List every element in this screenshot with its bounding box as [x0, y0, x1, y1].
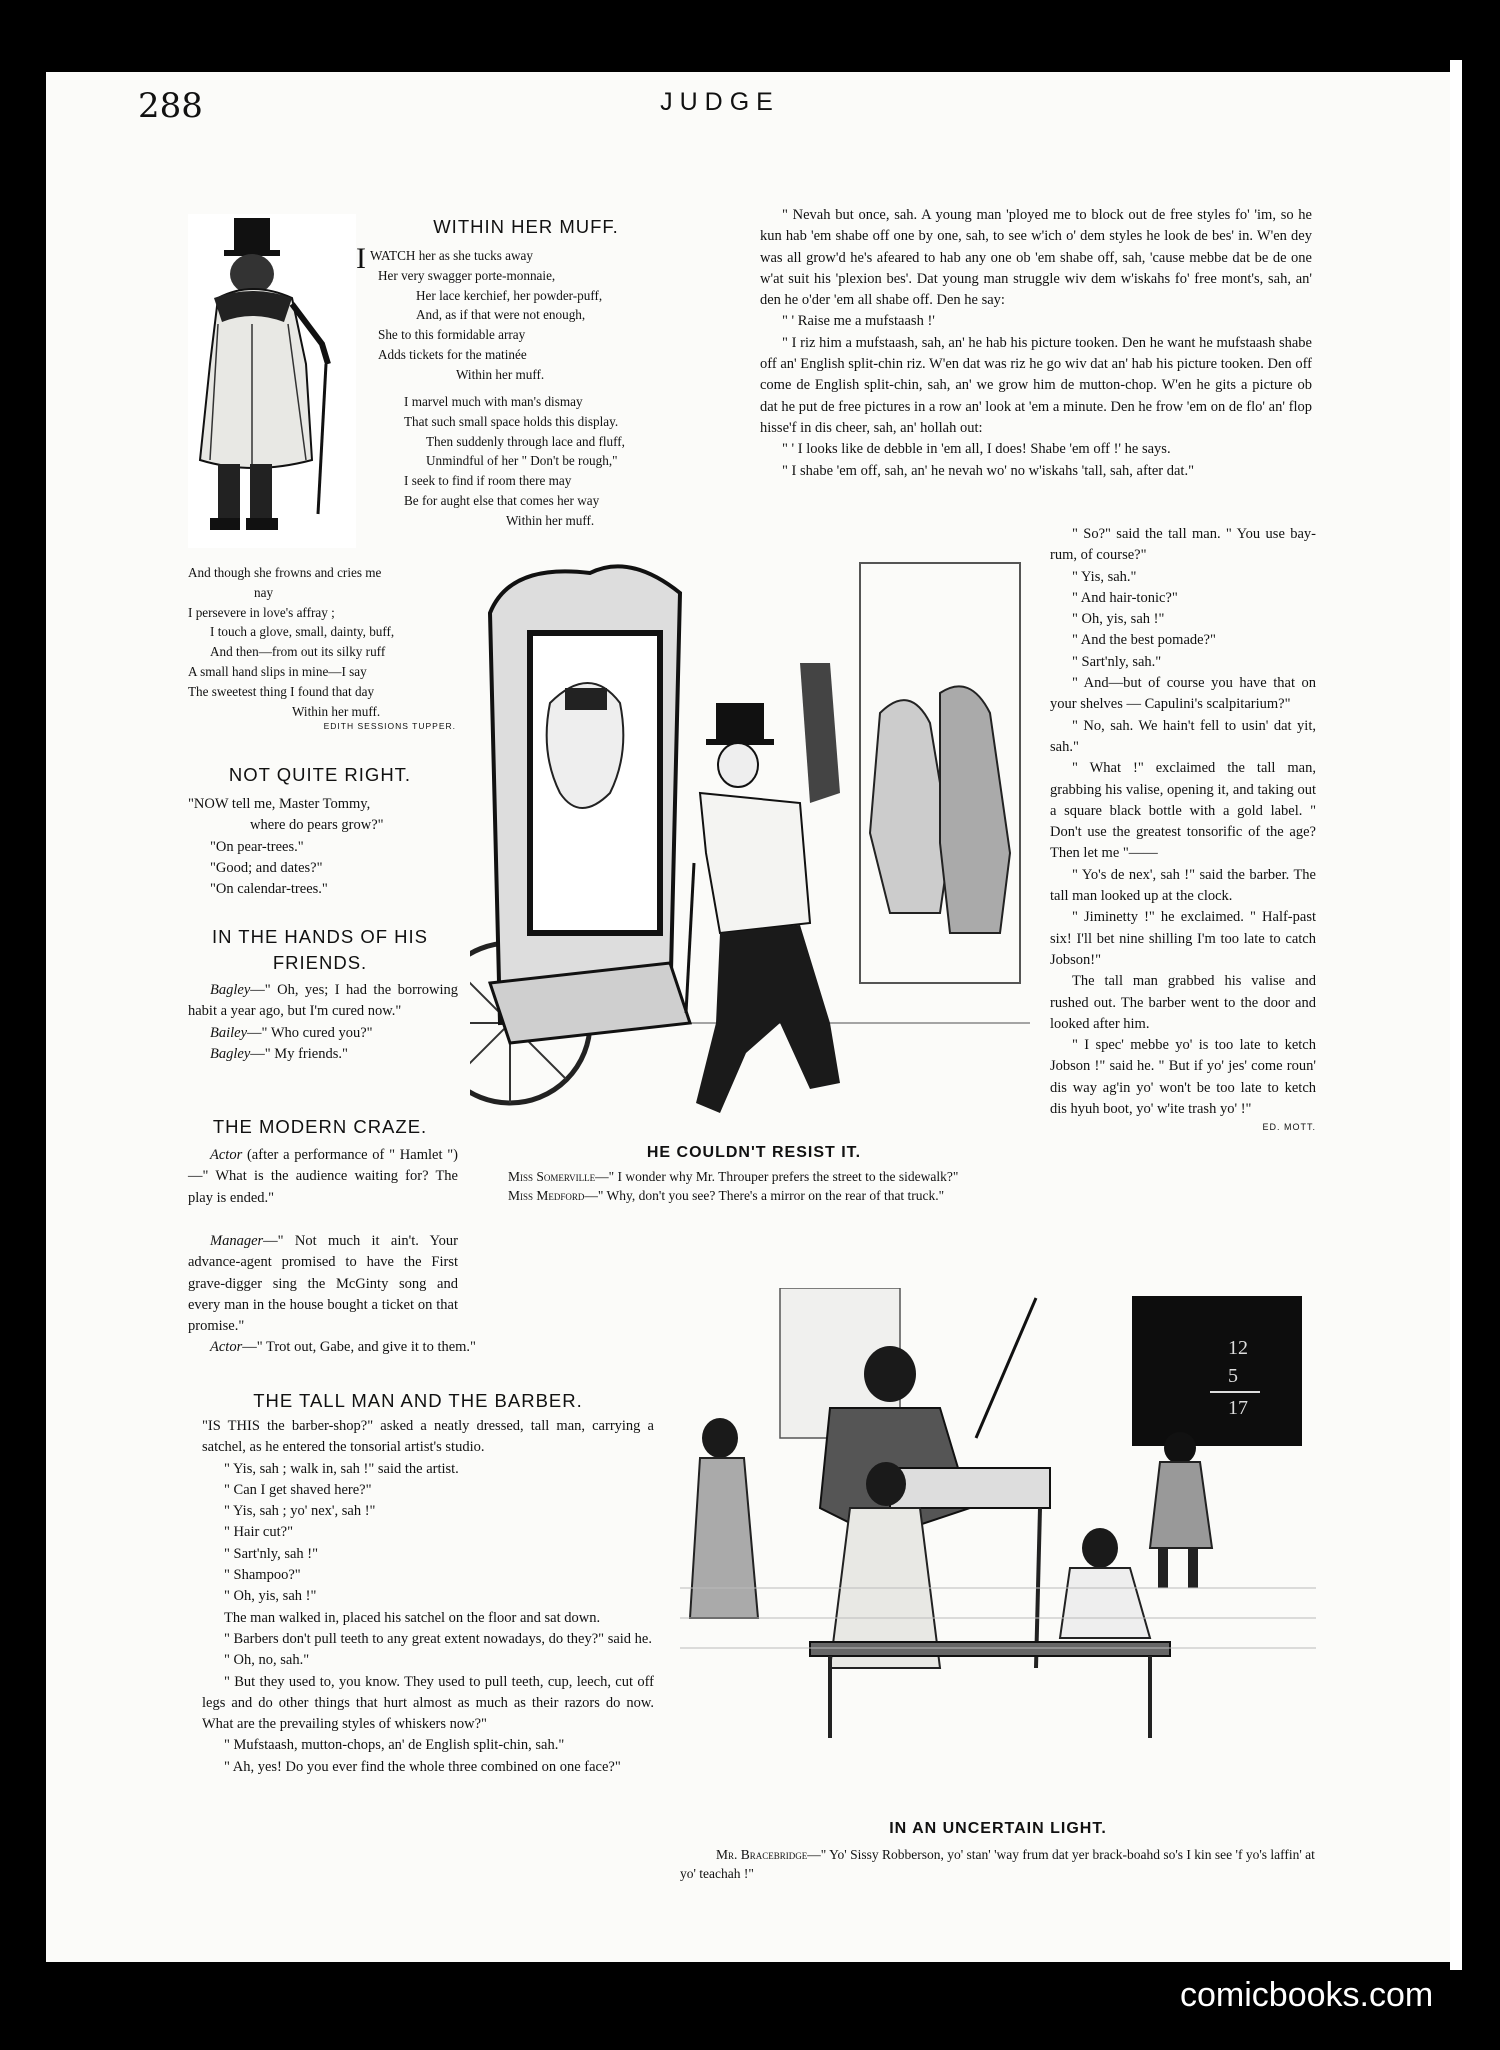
story-para: " Oh, yis, sah !" — [224, 1588, 317, 1605]
story-para: " Barbers don't pull teeth to any great extent nowadays, do they?" said he. — [224, 1630, 652, 1647]
blackboard-number: 12 — [1228, 1337, 1248, 1359]
speaker: Actor — [210, 1339, 243, 1356]
poem-line: Then suddenly through lace and fluff, — [426, 433, 625, 449]
story-para: " Can I get shaved here?" — [224, 1481, 372, 1498]
dialogue-para — [188, 1337, 650, 1358]
story-para: " Yis, sah." — [1072, 568, 1137, 585]
story-para: " Mufstaash, mutton-chops, an' de English split-chin, sah." — [224, 1737, 565, 1754]
page-edge — [1450, 60, 1462, 1970]
dialogue-para — [188, 1145, 458, 1209]
dialogue: —" Oh, yes; I had the borrowing habit a year ago, but I'm cured now." — [188, 982, 458, 1020]
poem-stanza-1 — [356, 242, 696, 385]
poem-line: That such small space holds this display. — [404, 413, 619, 429]
story-para: " Sart'nly, sah !" — [224, 1545, 319, 1562]
hands-of-friends-body — [188, 980, 458, 1065]
poem-line: I persevere in love's affray ; — [188, 604, 335, 620]
poem-line: Adds tickets for the matinée — [378, 346, 527, 362]
modern-craze-body-2 — [188, 1231, 650, 1359]
caption-speaker: Miss Somerville — [508, 1169, 596, 1184]
story-para: " I shabe 'em off, sah, an' he nevah wo' no w'iskahs 'tall, sah, after dat." — [782, 462, 1194, 479]
poem-line: Her lace kerchief, her powder-puff, — [416, 287, 603, 303]
story-para: " Hair cut?" — [224, 1524, 294, 1541]
poem-line: And though she frowns and cries me — [188, 565, 382, 580]
poem-stanza-2 — [404, 392, 714, 531]
caption-speaker: Miss Medford — [508, 1187, 585, 1203]
caption-line — [680, 1846, 1316, 1883]
poem-line: Be for aught else that comes her way — [404, 492, 600, 508]
text-line: "On pear-trees." — [210, 838, 304, 855]
illustration-title-uncertain-light: IN AN UNCERTAIN LIGHT. — [889, 1820, 1107, 1837]
speaker: Bagley — [210, 1045, 251, 1062]
poem-line: WATCH her as she tucks away — [370, 248, 533, 263]
story-para: " I spec' mebbe yo' is too late to ketch Jobson !" said he. " But if yo' jes' come roun' dis way ag'in yo' won't be too late to ketch dis hyuh boot, yo' w'ite trash yo' !" — [1050, 1037, 1316, 1118]
modern-craze-body-1 — [188, 1145, 458, 1209]
poem-line: The sweetest thing I found that day — [188, 683, 375, 699]
story-para: " And the best pomade?" — [1072, 632, 1216, 649]
poem-line: nay — [254, 584, 274, 600]
poem-title: WITHIN HER MUFF. — [433, 216, 619, 237]
story-para: The man walked in, placed his satchel on the floor and sat down. — [224, 1609, 601, 1626]
poem-line: Within her muff. — [506, 512, 595, 528]
poem-line: Her very swagger porte-monnaie, — [378, 267, 556, 283]
story-para: " So?" said the tall man. " You use bay-rum, of course?" — [1050, 526, 1316, 564]
story-para: " Shampoo?" — [224, 1567, 301, 1584]
poem-author: EDITH SESSIONS TUPPER. — [323, 721, 456, 732]
section-title-hands-of-friends — [188, 924, 452, 976]
illustration-title-couldnt-resist: HE COULDN'T RESIST IT. — [646, 1144, 862, 1161]
drop-cap-letter: I — [356, 242, 366, 275]
story-para: " Yis, sah ; yo' nex', sah !" — [224, 1503, 376, 1520]
speaker: Manager — [210, 1233, 264, 1249]
speaker: Bagley — [210, 982, 251, 998]
dialogue: —" Trot out, Gabe, and give it to them." — [242, 1339, 476, 1356]
caption-text: —" Why, don't you see? There's a mirror on the rear of that truck." — [584, 1187, 945, 1203]
story-author: ED. MOTT. — [1262, 1122, 1316, 1133]
story-opening: "IS THIS the barber-shop?" asked a neatly dressed, tall man, carrying a satchel, as he entered the tonsorial artist's studio. — [202, 1418, 654, 1456]
text-line: "NOW tell me, Master Tommy, — [188, 796, 371, 812]
speaker: Actor — [210, 1147, 243, 1163]
caption-line — [486, 1187, 1038, 1206]
story-para: " No, sah. We hain't fell to usin' dat yit, sah." — [1050, 717, 1316, 755]
poem-line: Unmindful of her " Don't be rough," — [426, 453, 618, 469]
story-para: " Yis, sah ; walk in, sah !" said the artist. — [224, 1460, 459, 1477]
story-para: " Nevah but once, sah. A young man 'ployed me to block out de free styles fo' 'im, so he kun hab 'em shabe off one by one, sah, to see w'ich o' dem styles he look de bes' in. W'en dey was all grow'd he's afeared to hab any one ob 'em shabe off, sah, 'cause mebbe dat be de one w'at suit his 'plexion bes'. Dat young man struggle wiv dem w'iskahs fo' free mont's, sah, an' den he o'der 'em all shabe off. Den he say: — [760, 207, 1312, 309]
page-number: 288 — [138, 86, 203, 126]
poem-line: I seek to find if room there may — [404, 473, 572, 489]
caption-text: —" Yo' Sissy Robberson, yo' stan' 'way frum dat yer brack-boahd so's I kin see 'f yo's laffin' at yo' teachah !" — [680, 1847, 1315, 1881]
speaker: Bailey — [210, 1024, 248, 1041]
blackboard-number: 5 — [1228, 1365, 1238, 1387]
title-line: FRIENDS. — [272, 951, 368, 973]
dialogue-para — [188, 1231, 650, 1337]
story-para: " But they used to, you know. They used to pull teeth, cup, leech, cut off legs and do other things that hurt almost as much as their razors do now. What are the prevailing styles of whiskers now?" — [202, 1673, 654, 1733]
illustration-caption-couldnt-resist — [486, 1168, 1038, 1205]
poem-line: Within her muff. — [456, 366, 545, 382]
poem-line: I marvel much with man's dismay — [404, 394, 583, 409]
title-line: IN THE HANDS OF HIS — [211, 926, 428, 947]
tall-man-body-top-right — [760, 205, 1312, 482]
top-hat-man-illustration — [188, 214, 356, 548]
dialogue: —" Who cured you?" — [247, 1024, 373, 1041]
story-para: " Jiminetty !" he exclaimed. " Half-past six! I'll bet nine shilling I'm too late to catch Jobson!" — [1050, 909, 1316, 968]
not-quite-right-body — [188, 794, 458, 900]
poem-line: Within her muff. — [292, 703, 381, 719]
tall-man-body-left — [202, 1416, 654, 1778]
poem-line: She to this formidable array — [378, 327, 526, 343]
story-para: " And hair-tonic?" — [1072, 589, 1178, 606]
section-title-not-quite-right: NOT QUITE RIGHT. — [228, 764, 412, 785]
poem-line: A small hand slips in mine—I say — [188, 663, 367, 679]
caption-line — [486, 1168, 1038, 1187]
dialogue-para — [188, 980, 458, 1023]
poem-line: And then—from out its silky ruff — [210, 644, 386, 660]
text-line: where do pears grow?" — [250, 817, 384, 834]
story-para: " ' Raise me a mufstaash !' — [782, 313, 935, 330]
dialogue-para — [188, 1023, 458, 1044]
text-line: "On calendar-trees." — [210, 881, 328, 898]
text-line: "Good; and dates?" — [210, 859, 323, 876]
dialogue: —" Not much it ain't. Your advance-agent promised to have the First grave-digger sing the McGinty song and every man in the house bought a ticket on that promise." — [188, 1233, 458, 1335]
poem-stanza-3 — [188, 563, 456, 731]
story-para: " Yo's de nex', sah !" said the barber. The tall man looked up at the clock. — [1050, 866, 1316, 905]
masthead: JUDGE — [660, 88, 780, 116]
story-para: " And—but of course you have that on your shelves — Capulini's scalpitarium?" — [1050, 675, 1316, 713]
story-para: " Oh, no, sah." — [224, 1652, 310, 1669]
caption-text: —" I wonder why Mr. Throuper prefers the street to the sidewalk?" — [595, 1169, 959, 1184]
story-para: " I riz him a mufstaash, sah, an' he hab his picture tooken. Den he want he mufstaash shabe off an' English split-chin riz. W'en dat was riz he go wiv dat an' hab his picture tooken. Den off come de English split-chin, sah, an' we grow him de mutton-chop. W'en he gits a picture ob dat he put de free pictures in a row an' look at 'em a minute. Den he frow 'em on de flo' an' flop hisse'f in dis cheer, sah, an' hollah out: — [760, 334, 1312, 436]
story-para: " Oh, yis, sah !" — [1072, 611, 1165, 628]
poem-line: And, as if that were not enough, — [416, 307, 586, 323]
dialogue-para — [188, 1044, 458, 1065]
story-para: The tall man grabbed his valise and rushed out. The barber went to the door and looked after him. — [1050, 973, 1316, 1032]
story-para: " Ah, yes! Do you ever find the whole three combined on one face?" — [224, 1758, 621, 1775]
mirror-truck-illustration — [470, 553, 1038, 1138]
caption-speaker: Mr. Bracebridge — [716, 1847, 808, 1862]
illustration-caption-uncertain-light — [680, 1846, 1316, 1883]
section-title-modern-craze: THE MODERN CRAZE. — [212, 1116, 428, 1137]
section-title-tall-man: THE TALL MAN AND THE BARBER. — [253, 1390, 583, 1411]
tall-man-body-narrow — [1050, 524, 1316, 1132]
story-para: " What !" exclaimed the tall man, grabbing his valise, opening it, and taking out a square black bottle with a gold label. " Don't use the greatest tonsorific of the age? Then let me "—— — [1050, 760, 1316, 862]
story-para: " Sart'nly, sah." — [1072, 653, 1162, 670]
classroom-illustration — [680, 1288, 1316, 1812]
story-para: " ' I looks like de debble in 'em all, I does! Shabe 'em off !' he says. — [782, 441, 1171, 458]
blackboard-number: 17 — [1228, 1397, 1248, 1419]
poem-line: I touch a glove, small, dainty, buff, — [210, 624, 395, 640]
watermark-text: comicbooks.com — [1180, 1976, 1434, 2014]
dialogue: —" My friends." — [250, 1045, 348, 1062]
dialogue: (after a performance of " Hamlet ")—" What is the audience waiting for? The play is ended." — [188, 1147, 458, 1206]
